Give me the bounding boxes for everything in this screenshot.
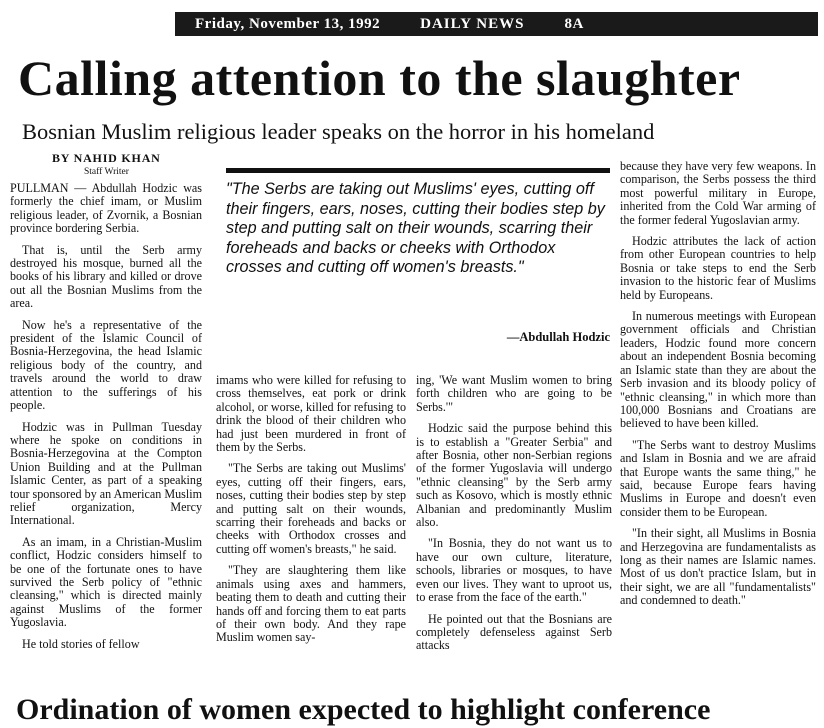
paper-name: DAILY NEWS <box>420 15 525 32</box>
article-column-2 <box>216 374 406 653</box>
paragraph: As an imam, in a Christian-Muslim conflict, Hodzic considers himself to be one of the fortunate ones to have survived the Serb policy of "ethnic cleansing," which is directed mainly against Muslims of the former Yugoslavia. <box>10 534 202 630</box>
paragraph: imams who were killed for refusing to cross themselves, eat pork or drink alcohol, or worse, killed for refusing to drink the blood of their children who had just been murdered in front of them by the Serbs. <box>216 373 406 455</box>
paragraph: "The Serbs are taking out Muslims' eyes, cutting off their fingers, ears, noses, cutting their bodies step by step and putting salt on their wounds, scarring their foreheads and backs or cheeks with Orthodox crosses and cutting off women's breasts," he said. <box>216 461 406 556</box>
paragraph: "The Serbs want to destroy Muslims and Islam in Bosnia and we are afraid that Europe wants the same thing," he said, because Europe fears having Muslims in Europe and doesn't even consider them to be European. <box>620 437 816 519</box>
next-story-headline: Ordination of women expected to highlight conference <box>16 693 711 726</box>
paragraph: PULLMAN — Abdullah Hodzic was formerly the chief imam, or Muslim religious leader, of Zvornik, a Bosnian province bordering Serbia. <box>10 181 202 236</box>
paragraph: Hodzic attributes the lack of action from other European countries to help Bosnia or take steps to end the Serb invasion to the historic fear of Muslims held by Europeans. <box>620 234 816 302</box>
paragraph: He told stories of fellow <box>22 636 140 651</box>
paragraph: He pointed out that the Bosnians are completely defenseless against Serb attacks <box>416 611 612 653</box>
pullquote-attribution: —Abdullah Hodzic <box>506 330 610 344</box>
paragraph: Hodzic was in Pullman Tuesday where he spoke on conditions in Bosnia-Herzegovina at the Compton Union Building and at the Pullman Islamic Center, as part of a speaking tour sponsored by an American Muslim relief organization, Mercy International. <box>10 419 202 528</box>
headline: Calling attention to the slaughter <box>18 50 741 106</box>
byline-author: BY NAHID KHAN <box>52 151 161 165</box>
paragraph: That is, until the Serb army destroyed his mosque, burned all the books of his library and killed or drove out all the Bosnian Muslims from the area. <box>10 242 202 311</box>
paragraph: because they have very few weapons. In comparison, the Serbs possess the third most powerful military in Europe, inherited from the Cold War arming of the former federal Yugoslavian army. <box>620 159 816 227</box>
deck: Bosnian Muslim religious leader speaks on the horror in his homeland <box>22 119 655 144</box>
paragraph: Now he's a representative of the president of the Islamic Council of Bosnia-Herzegovina, the head Islamic religious body of the country, and travels around the world to draw attention to the sufferings of his people. <box>10 317 202 413</box>
pullquote: "The Serbs are taking out Muslims' eyes, cutting off their fingers, ears, noses, cutting their bodies step by step and putting salt on their wounds, scarring their foreheads and backs or cheeks with Orthodox crosses and cutting off women's breasts." <box>226 180 605 277</box>
paragraph: In numerous meetings with European government officials and Christian leaders, Hodzic found more concern about an independent Bosnia becoming an Islamic state than they are about the Serb invasion and its bloody policy of "ethnic cleansing," in which more than 100,000 Bosnians and Croatians are believed to have been killed. <box>620 309 816 431</box>
byline-title: Staff Writer <box>84 167 129 177</box>
paragraph: "In their sight, all Muslims in Bosnia and Herzegovina are fundamentalists as long as their names are Islamic names. Most of us don't practice Islam, but in their sight, we are all "fundamentalists" and condemned to death." <box>620 526 816 608</box>
paragraph: "They are slaughtering them like animals using axes and hammers, beating them to death and cutting their hands off and forcing them to eat parts of their own body. And they rape Muslim women say- <box>216 563 406 645</box>
issue-date: Friday, November 13, 1992 <box>195 15 381 32</box>
paragraph: "In Bosnia, they do not want us to have our own culture, literature, schools, libraries or mosques, to have even our lives. They want to uproot us, to erase from the face of the earth." <box>416 536 612 605</box>
masthead-bar <box>175 12 818 36</box>
article-column-1 <box>10 182 202 659</box>
paragraph: ing, 'We want Muslim women to bring forth children who are going to be Serbs.'" <box>416 373 612 414</box>
page-number: 8A <box>564 15 584 32</box>
article-column-4 <box>620 160 816 616</box>
pullquote-rule <box>226 168 610 173</box>
paragraph: Hodzic said the purpose behind this is to establish a "Greater Serbia" and after Bosnia, other non-Serbian regions of the former Yugoslavia will undergo "ethnic cleansing" by the Serb army such as Kosovo, which is mostly ethnic Albanian and predominantly Muslim also. <box>416 421 612 530</box>
article-column-3 <box>416 374 612 661</box>
